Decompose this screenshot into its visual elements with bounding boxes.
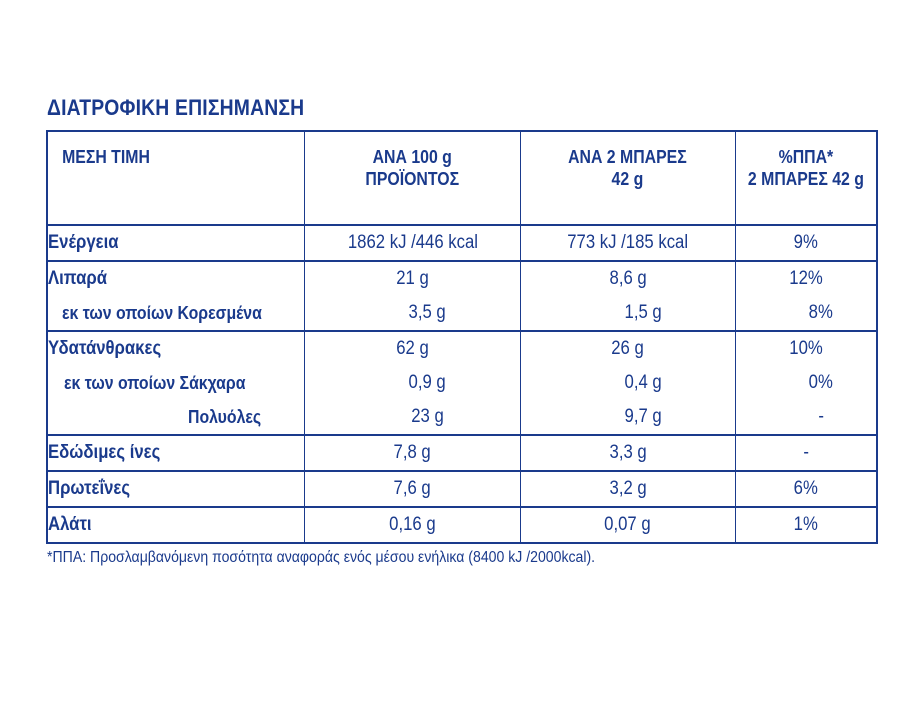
sugars-pct: 0% bbox=[808, 372, 834, 393]
energy-per100: 1862 kJ /446 kcal bbox=[347, 232, 478, 253]
salt-per100: 0,16 g bbox=[389, 514, 436, 535]
header-per-2-bars: ΑΝΑ 2 ΜΠΑΡΕΣ 42 g bbox=[520, 131, 735, 225]
saturated-per100: 3,5 g bbox=[408, 302, 447, 323]
energy-per42: 773 kJ /185 kcal bbox=[567, 232, 689, 253]
label-carbohydrates: Υδατάνθρακες bbox=[48, 338, 162, 359]
page-title: ΔΙΑΤΡΟΦΙΚΗ ΕΠΙΣΗΜΑΝΣΗ bbox=[47, 95, 305, 120]
row-fat bbox=[47, 261, 877, 331]
fat-per42: 8,6 g bbox=[609, 268, 647, 289]
footnote: *ΠΠΑ: Προσλαμβανόμενη ποσότητα αναφοράς ενός μέσου ενήλικα (8400 kJ /2000kcal). bbox=[47, 549, 596, 566]
label-saturated: εκ των οποίων Κορεσμένα bbox=[62, 303, 262, 323]
protein-pct: 6% bbox=[793, 478, 819, 499]
row-protein bbox=[47, 471, 877, 507]
polyols-pct: - bbox=[818, 406, 824, 427]
sugars-per100: 0,9 g bbox=[408, 372, 447, 393]
fibre-pct: - bbox=[803, 442, 809, 463]
fibre-per42: 3,3 g bbox=[609, 442, 647, 463]
label-salt: Αλάτι bbox=[48, 514, 92, 535]
saturated-pct: 8% bbox=[808, 302, 834, 323]
fibre-per100: 7,8 g bbox=[393, 442, 432, 463]
label-energy: Ενέργεια bbox=[48, 232, 119, 253]
label-protein: Πρωτεΐνες bbox=[48, 478, 131, 499]
header-per-100g: ΑΝΑ 100 g ΠΡΟΪΟΝΤΟΣ bbox=[305, 131, 520, 225]
label-sugars: εκ των οποίων Σάκχαρα bbox=[64, 373, 246, 393]
label-fat: Λιπαρά bbox=[48, 268, 108, 289]
label-fibre: Εδώδιμες ίνες bbox=[48, 442, 161, 463]
fat-pct: 12% bbox=[789, 268, 823, 289]
header-ri-percent: %ΠΠΑ* 2 ΜΠΑΡΕΣ 42 g bbox=[735, 131, 877, 225]
row-energy bbox=[47, 225, 877, 261]
label-polyols: Πολυόλες bbox=[188, 407, 262, 427]
row-carbohydrates bbox=[47, 331, 877, 435]
saturated-per42: 1,5 g bbox=[624, 302, 662, 323]
sugars-per42: 0,4 g bbox=[624, 372, 662, 393]
row-salt bbox=[47, 507, 877, 543]
fat-per100: 21 g bbox=[396, 268, 429, 289]
row-fibre bbox=[47, 435, 877, 471]
energy-pct: 9% bbox=[793, 232, 819, 253]
carbs-pct: 10% bbox=[789, 338, 823, 359]
protein-per100: 7,6 g bbox=[393, 478, 432, 499]
polyols-per42: 9,7 g bbox=[624, 406, 662, 427]
salt-pct: 1% bbox=[793, 514, 819, 535]
carbs-per100: 62 g bbox=[396, 338, 429, 359]
carbs-per42: 26 g bbox=[611, 338, 645, 359]
header-average-value: ΜΕΣΗ ΤΙΜΗ bbox=[47, 131, 305, 225]
polyols-per100: 23 g bbox=[411, 406, 444, 427]
nutrition-table bbox=[46, 130, 878, 544]
salt-per42: 0,07 g bbox=[604, 514, 651, 535]
protein-per42: 3,2 g bbox=[609, 478, 647, 499]
header-row bbox=[47, 131, 877, 225]
